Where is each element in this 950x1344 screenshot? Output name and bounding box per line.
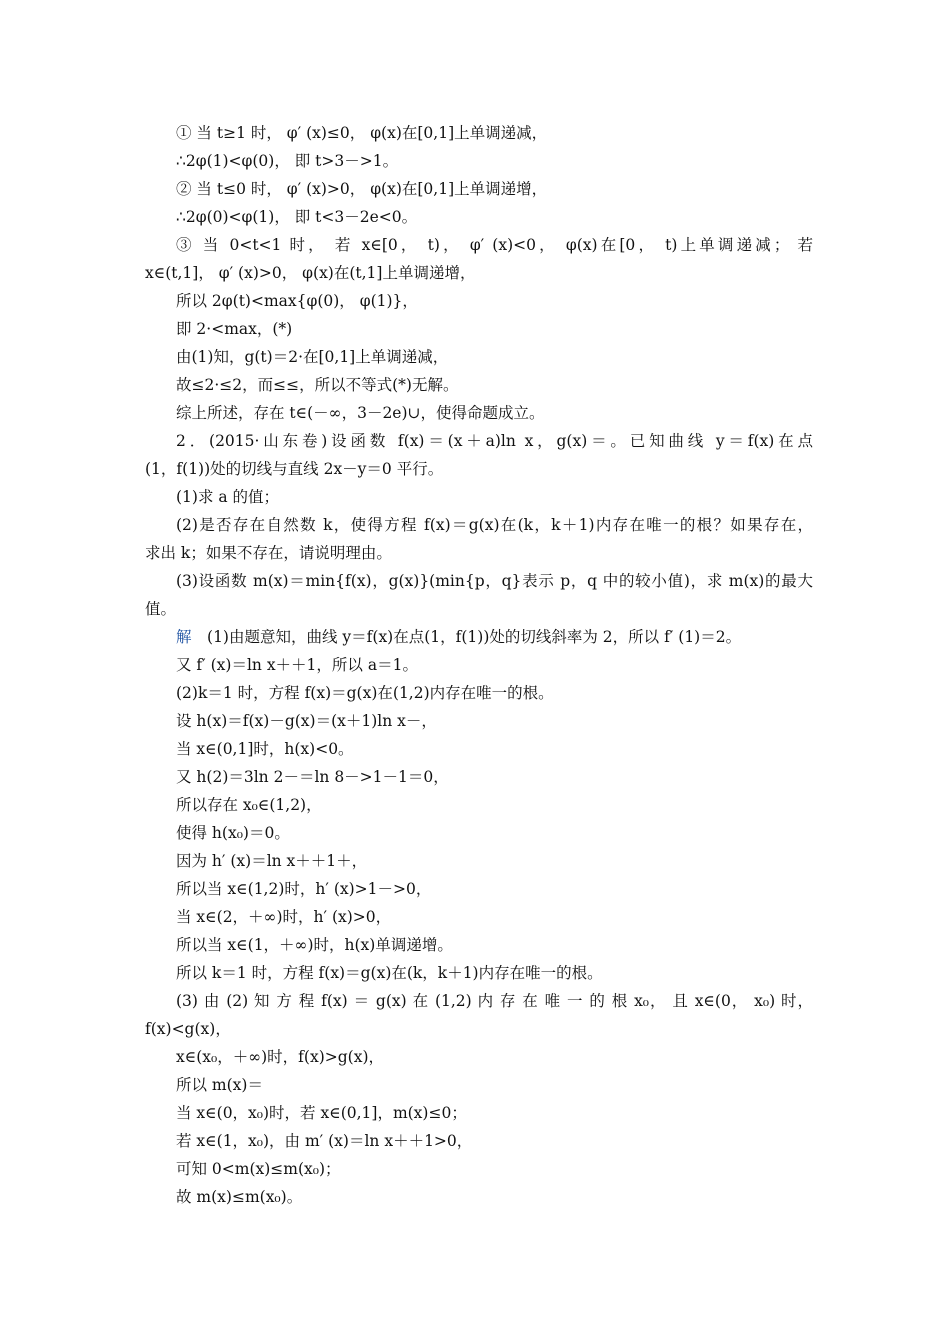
line-text: ∴2φ(0)<φ(1)， 即 t<3－2e<0。 [176, 208, 418, 226]
text-line [145, 903, 813, 931]
text-line [145, 1127, 813, 1155]
text-line [145, 567, 813, 595]
line-text: 即 2·<max，(*) [176, 320, 293, 338]
line-text: (2)是否存在自然数 k，使得方程 f(x)＝g(x)在(k，k＋1)内存在唯一的根？如果存在， [176, 516, 813, 534]
line-text: ② 当 t≤0 时， φ′ (x)>0， φ(x)在[0,1]上单调递增， [176, 180, 548, 198]
line-text: 由(1)知，g(t)＝2·在[0,1]上单调递减， [176, 348, 449, 366]
text-line [145, 203, 813, 231]
text-line [145, 371, 813, 399]
line-text: ∴2φ(1)<φ(0)， 即 t>3－>1。 [176, 152, 399, 170]
line-text: 故≤2·≤2，而≤≤，所以不等式(*)无解。 [176, 376, 459, 394]
text-line [145, 343, 813, 371]
text-line [145, 175, 813, 203]
text-line [145, 847, 813, 875]
text-line [145, 1155, 813, 1183]
text-line [145, 1183, 813, 1211]
line-text: 若 x∈(1，x₀)，由 m′ (x)＝ln x＋＋1>0， [176, 1132, 473, 1150]
line-text: (3)设函数 m(x)＝min{f(x)，g(x)}(min{p，q}表示 p，q 中的较小值)，求 m(x)的最大 [176, 572, 813, 590]
text-line [145, 231, 813, 259]
text-line [145, 651, 813, 679]
text-line [145, 147, 813, 175]
text-line [145, 987, 813, 1015]
text-line [145, 427, 813, 455]
line-text: 当 x∈(2，＋∞)时，h′ (x)>0， [176, 908, 392, 926]
text-line [145, 399, 813, 427]
text-line [145, 735, 813, 763]
line-text: 所以 m(x)＝ [176, 1076, 263, 1094]
text-line [145, 119, 813, 147]
line-text: 所以当 x∈(1,2)时，h′ (x)>1－>0， [176, 880, 432, 898]
text-line [145, 791, 813, 819]
solution-marker: 解 [176, 628, 192, 646]
line-text: 所以 2φ(t)<max{φ(0)， φ(1)}， [176, 292, 418, 310]
line-text: 所以 k＝1 时，方程 f(x)＝g(x)在(k，k＋1)内存在唯一的根。 [176, 964, 603, 982]
line-text: (3) 由 (2) 知 方 程 f(x) ＝ g(x) 在 (1,2) 内 存 在 唯 一 的 根 x₀， 且 x∈(0， x₀) 时， [176, 992, 813, 1010]
line-text: 可知 0<m(x)≤m(x₀)； [176, 1160, 341, 1178]
text-line [145, 287, 813, 315]
line-text: (1)由题意知，曲线 y＝f(x)在点(1，f(1))处的切线斜率为 2，所以 f′ (1)＝2。 [207, 628, 742, 646]
line-text: 因为 h′ (x)＝ln x＋＋1＋， [176, 852, 368, 870]
text-line [145, 511, 813, 539]
text-line [145, 595, 813, 623]
line-text: 所以存在 x₀∈(1,2)， [176, 796, 322, 814]
text-line [145, 875, 813, 903]
text-line [145, 679, 813, 707]
line-text: 设 h(x)＝f(x)－g(x)＝(x＋1)ln x－， [176, 712, 437, 730]
text-line [145, 1015, 813, 1043]
line-text: 当 x∈(0,1]时，h(x)<0。 [176, 740, 354, 758]
line-text: (1)求 a 的值； [176, 488, 280, 506]
line-text: ③ 当 0<t<1 时， 若 x∈[0， t)， φ′ (x)<0， φ(x)在[0， t)上单调递减； 若 [176, 236, 813, 254]
text-line [145, 959, 813, 987]
line-text: 当 x∈(0，x₀)时，若 x∈(0,1]，m(x)≤0； [176, 1104, 467, 1122]
line-text: x∈(x₀，＋∞)时，f(x)>g(x)， [176, 1048, 384, 1066]
text-line [145, 315, 813, 343]
line-text: 又 h(2)＝3ln 2－＝ln 8－>1－1＝0， [176, 768, 449, 786]
line-text: 求出 k；如果不存在，请说明理由。 [145, 544, 392, 562]
text-line [145, 259, 813, 287]
text-line [145, 539, 813, 567]
text-line [145, 707, 813, 735]
line-text: f(x)<g(x)， [145, 1020, 231, 1038]
line-text: x∈(t,1]， φ′ (x)>0， φ(x)在(t,1]上单调递增， [145, 264, 476, 282]
text-line [145, 931, 813, 959]
line-text: 故 m(x)≤m(x₀)。 [176, 1188, 303, 1206]
text-line [145, 483, 813, 511]
text-line [145, 1099, 813, 1127]
line-text: (1，f(1))处的切线与直线 2x－y＝0 平行。 [145, 460, 444, 478]
line-text: 所以当 x∈(1，＋∞)时，h(x)单调递增。 [176, 936, 453, 954]
line-text: 又 f′ (x)＝ln x＋＋1，所以 a＝1。 [176, 656, 418, 674]
document-page [145, 119, 813, 1211]
line-text: ① 当 t≥1 时， φ′ (x)≤0， φ(x)在[0,1]上单调递减， [176, 124, 548, 142]
line-text: 使得 h(x₀)＝0。 [176, 824, 290, 842]
line-text: 2．(2015·山东卷)设函数 f(x)＝(x＋a)ln x，g(x)＝。已知曲线 y＝f(x)在点 [176, 432, 813, 450]
text-line [145, 455, 813, 483]
text-line [145, 1043, 813, 1071]
line-text: (2)k＝1 时，方程 f(x)＝g(x)在(1,2)内存在唯一的根。 [176, 684, 554, 702]
line-text: 综上所述，存在 t∈(－∞，3－2e)∪，使得命题成立。 [176, 404, 545, 422]
text-line [145, 819, 813, 847]
text-line [145, 623, 813, 651]
text-line [145, 1071, 813, 1099]
line-text: 值。 [145, 600, 177, 618]
text-line [145, 763, 813, 791]
